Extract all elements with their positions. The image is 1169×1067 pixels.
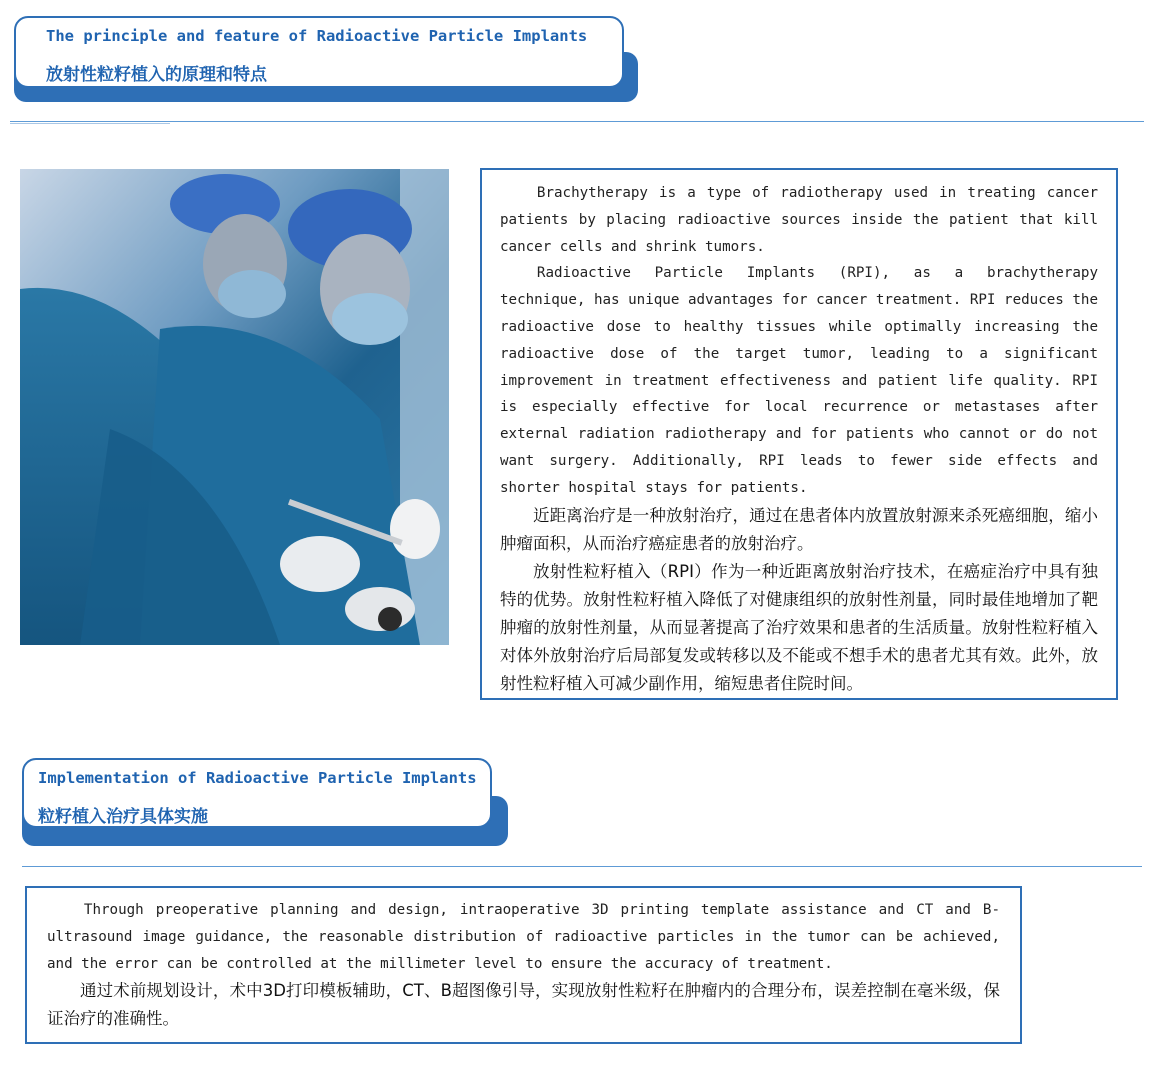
surgeons-illustration bbox=[20, 169, 449, 645]
section2-paragraph-en: Through preoperative planning and design, intraoperative 3D printing template assistance and CT and B-ultrasound image guidance, the reasonable distribution of radioactive particles in the tumor can be achieved, and the error can be controlled at the millimeter level to ensure the accuracy of treatment. bbox=[47, 902, 1000, 972]
section1-paragraph-en-1: Brachytherapy is a type of radiotherapy used in treating cancer patients by placing radioactive sources inside the patient that kill cancer cells and shrink tumors. bbox=[500, 185, 1098, 255]
section2-title-zh: 粒籽植入治疗具体实施 bbox=[38, 807, 208, 827]
section1-text-box bbox=[480, 168, 1118, 700]
section1-title-en: The principle and feature of Radioactive Particle Implants bbox=[46, 27, 588, 45]
section1-title-zh: 放射性粒籽植入的原理和特点 bbox=[46, 65, 267, 85]
section1-paragraph-en-2: Radioactive Particle Implants (RPI), as a brachytherapy technique, has unique advantages for cancer treatment. RPI reduces the radioactive dose to healthy tissues while optimally increasing the radioactive dose of the target tumor, leading to a significant improvement in treatment effectiveness and patient life quality. RPI is especially effective for local recurrence or metastases after external radiation radiotherapy and for patients who cannot or do not want surgery. Additionally, RPI leads to fewer side effects and shorter hospital stays for patients. bbox=[500, 265, 1098, 496]
section1-paragraph-zh-2: 放射性粒籽植入（RPI）作为一种近距离放射治疗技术，在癌症治疗中具有独特的优势。放射性粒籽植入降低了对健康组织的放射性剂量，同时最佳地增加了靶肿瘤的放射性剂量，从而显著提高了治疗效果和患者的生活质量。放射性粒籽植入对体外放射治疗后局部复发或转移以及不能或不想手术的患者尤其有效。此外，放射性粒籽植入可减少副作用，缩短患者住院时间。 bbox=[500, 561, 1098, 693]
divider-line-light bbox=[10, 123, 170, 124]
section1-paragraph-zh-1: 近距离治疗是一种放射治疗，通过在患者体内放置放射源来杀死癌细胞，缩小肿瘤面积，从而治疗癌症患者的放射治疗。 bbox=[500, 505, 1098, 553]
divider-line bbox=[22, 866, 1142, 867]
section2-text-box bbox=[25, 886, 1022, 1044]
section1-header bbox=[14, 16, 638, 104]
section2-header bbox=[22, 758, 508, 846]
header-box bbox=[22, 758, 492, 828]
divider-line bbox=[10, 121, 1144, 122]
header-box bbox=[14, 16, 624, 88]
section2-title-en: Implementation of Radioactive Particle Implants bbox=[38, 769, 477, 787]
surgeons-photo bbox=[20, 169, 449, 645]
section2-paragraph-zh: 通过术前规划设计，术中3D打印模板辅助，CT、B超图像引导，实现放射性粒籽在肿瘤内的合理分布，误差控制在毫米级，保证治疗的准确性。 bbox=[47, 981, 1000, 1029]
